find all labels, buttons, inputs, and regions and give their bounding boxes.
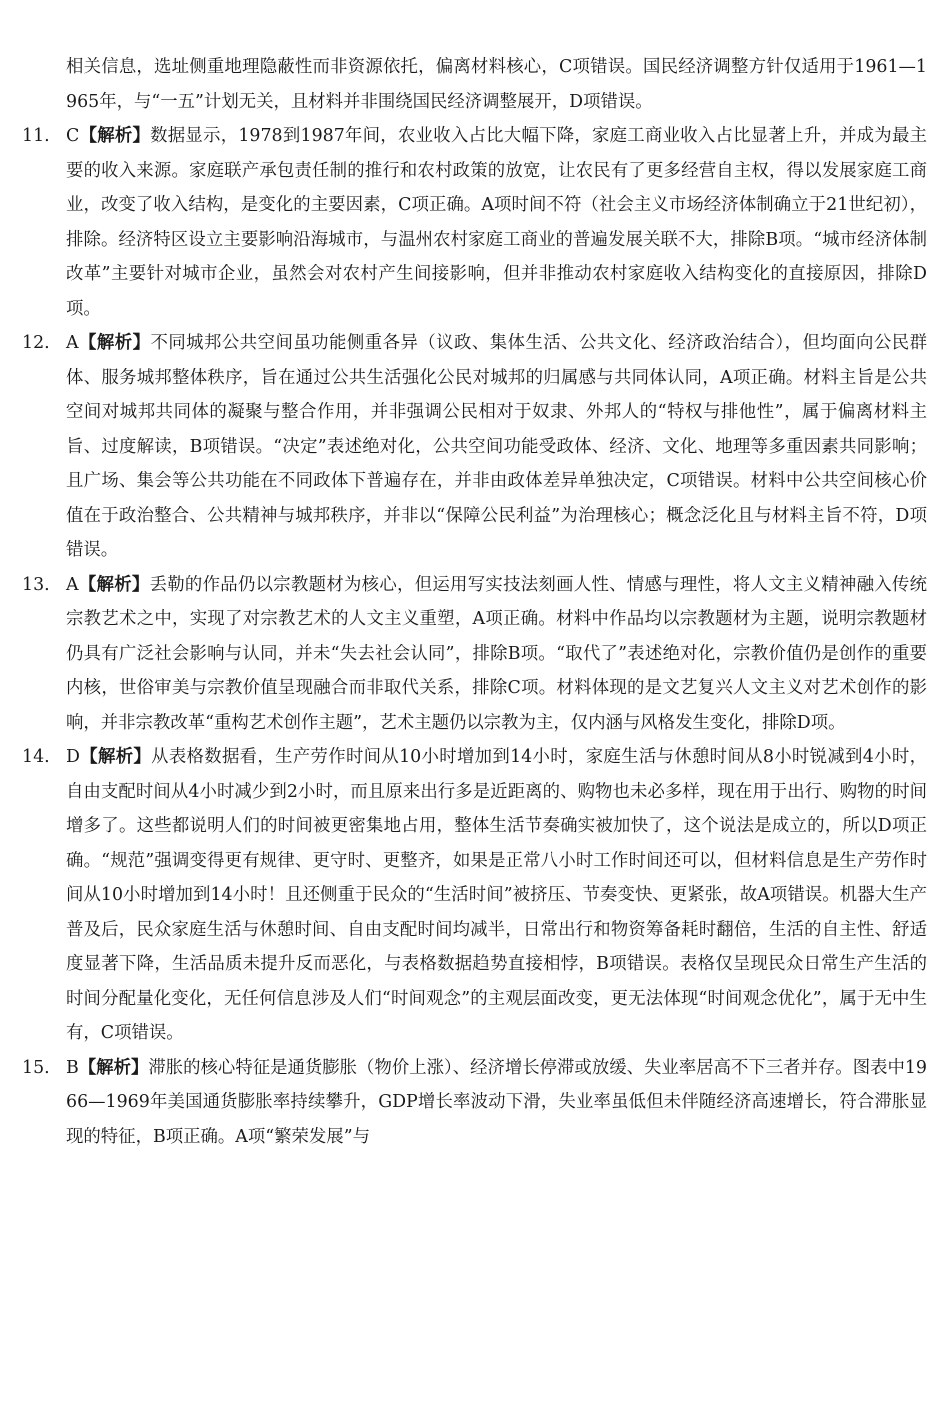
item-tag: 【解析】 bbox=[78, 1057, 149, 1078]
item-text: 不同城邦公共空间虽功能侧重各异（议政、集体生活、公共文化、经济政治结合），但均面向公民群体、服务城邦整体秩序，旨在通过公共生活强化公民对城邦的归属感与共同体认同，A项正确。材料主旨是公共空间对城邦共同体的凝聚与整合作用，并非强调公民相对于奴隶、外邦人的“特权与排他性”，属于偏离材料主旨、过度解读，B项错误。“决定”表述绝对化，公共空间功能受政体、经济、文化、地理等多重因素共同影响；且广场、集会等公共功能在不同政体下普遍存在，并非由政体差异单独决定，C项错误。材料中公共空间核心价值在于政治整合、公共精神与城邦秩序，并非以“保障公民利益”为治理核心；概念泛化且与材料主旨不符，D项错误。 bbox=[66, 333, 927, 560]
answer-item-13 bbox=[22, 568, 927, 741]
item-number: 11. bbox=[22, 126, 50, 146]
item-number: 12. bbox=[22, 333, 50, 353]
item-answer: B bbox=[66, 1057, 79, 1078]
item-number: 13. bbox=[22, 574, 50, 595]
item-text: 从表格数据看，生产劳作时间从10小时增加到14小时，家庭生活与休憩时间从8小时锐减到4小时，自由支配时间从4小时减少到2小时，而且原来出行多是近距离的、购物也未必多样，现在用于出行、购物的时间增多了。这些都说明人们的时间被更密集地占用，整体生活节奏确实被加快了，这个说法是成立的，所以D项正确。“规范”强调变得更有规律、更守时、更整齐，如果是正常八小时工作时间还可以，但材料信息是生产劳作时间从10小时增加到14小时！且还侧重于民众的“生活时间”被挤压、节奏变快、更紧张，故A项错误。机器大生产普及后，民众家庭生活与休憩时间、自由支配时间均减半，日常出行和物资筹备耗时翻倍，生活的自主性、舒适度显著下降，生活品质未提升反而恶化，与表格数据趋势直接相悖，B项错误。表格仅呈现民众日常生产生活的时间分配量化变化，无任何信息涉及人们“时间观念”的主观层面改变，更无法体现“时间观念优化”，属于无中生有，C项错误。 bbox=[66, 747, 927, 1043]
answer-item-11 bbox=[22, 119, 927, 326]
answer-item-15 bbox=[22, 1051, 927, 1155]
item-answer: C bbox=[66, 126, 80, 146]
continuation-paragraph: 相关信息，选址侧重地理隐蔽性而非资源依托，偏离材料核心，C项错误。国民经济调整方针仅适用于1961—1965年，与“一五”计划无关，且材料并非围绕国民经济调整展开，D项错误。 bbox=[66, 57, 927, 112]
item-text: 数据显示，1978到1987年间，农业收入占比大幅下降，家庭工商业收入占比显著上升，并成为最主要的收入来源。家庭联产承包责任制的推行和农村政策的放宽，让农民有了更多经营自主权，得以发展家庭工商业，改变了收入结构，是变化的主要因素，C项正确。A项时间不符（社会主义市场经济体制确立于21世纪初），排除。经济特区设立主要影响沿海城市，与温州农村家庭工商业的普遍发展关联不大，排除B项。“城市经济体制改革”主要针对城市企业，虽然会对农村产生间接影响，但并非推动农村家庭收入结构变化的直接原因，排除D项。 bbox=[66, 126, 927, 319]
item-tag: 【解析】 bbox=[78, 333, 151, 353]
item-tag: 【解析】 bbox=[79, 126, 151, 146]
item-tag: 【解析】 bbox=[78, 574, 150, 595]
item-answer: A bbox=[66, 574, 79, 595]
item-answer: D bbox=[66, 747, 80, 767]
answer-item-14 bbox=[22, 740, 927, 1051]
item-answer: A bbox=[66, 333, 79, 353]
item-text: 丢勒的作品仍以宗教题材为核心，但运用写实技法刻画人性、情感与理性，将人文主义精神融入传统宗教艺术之中，实现了对宗教艺术的人文主义重塑，A项正确。材料中作品均以宗教题材为主题，说明宗教题材仍具有广泛社会影响与认同，并未“失去社会认同”，排除B项。“取代了”表述绝对化，宗教价值仍是创作的重要内核，世俗审美与宗教价值呈现融合而非取代关系，排除C项。材料体现的是文艺复兴人文主义对艺术创作的影响，并非宗教改革“重构艺术创作主题”，艺术主题仍以宗教为主，仅内涵与风格发生变化，排除D项。 bbox=[66, 574, 927, 733]
item-tag: 【解析】 bbox=[79, 747, 152, 767]
answer-explanations bbox=[22, 50, 927, 1154]
item-number: 14. bbox=[22, 747, 50, 767]
item-text: 滞胀的核心特征是通货膨胀（物价上涨）、经济增长停滞或放缓、失业率居高不下三者并存。图表中1966—1969年美国通货膨胀率持续攀升，GDP增长率波动下滑，失业率虽低但未伴随经济高速增长，符合滞胀显现的特征，B项正确。A项“繁荣发展”与 bbox=[66, 1057, 927, 1147]
answer-item-12 bbox=[22, 326, 927, 568]
item-number: 15. bbox=[22, 1057, 50, 1078]
